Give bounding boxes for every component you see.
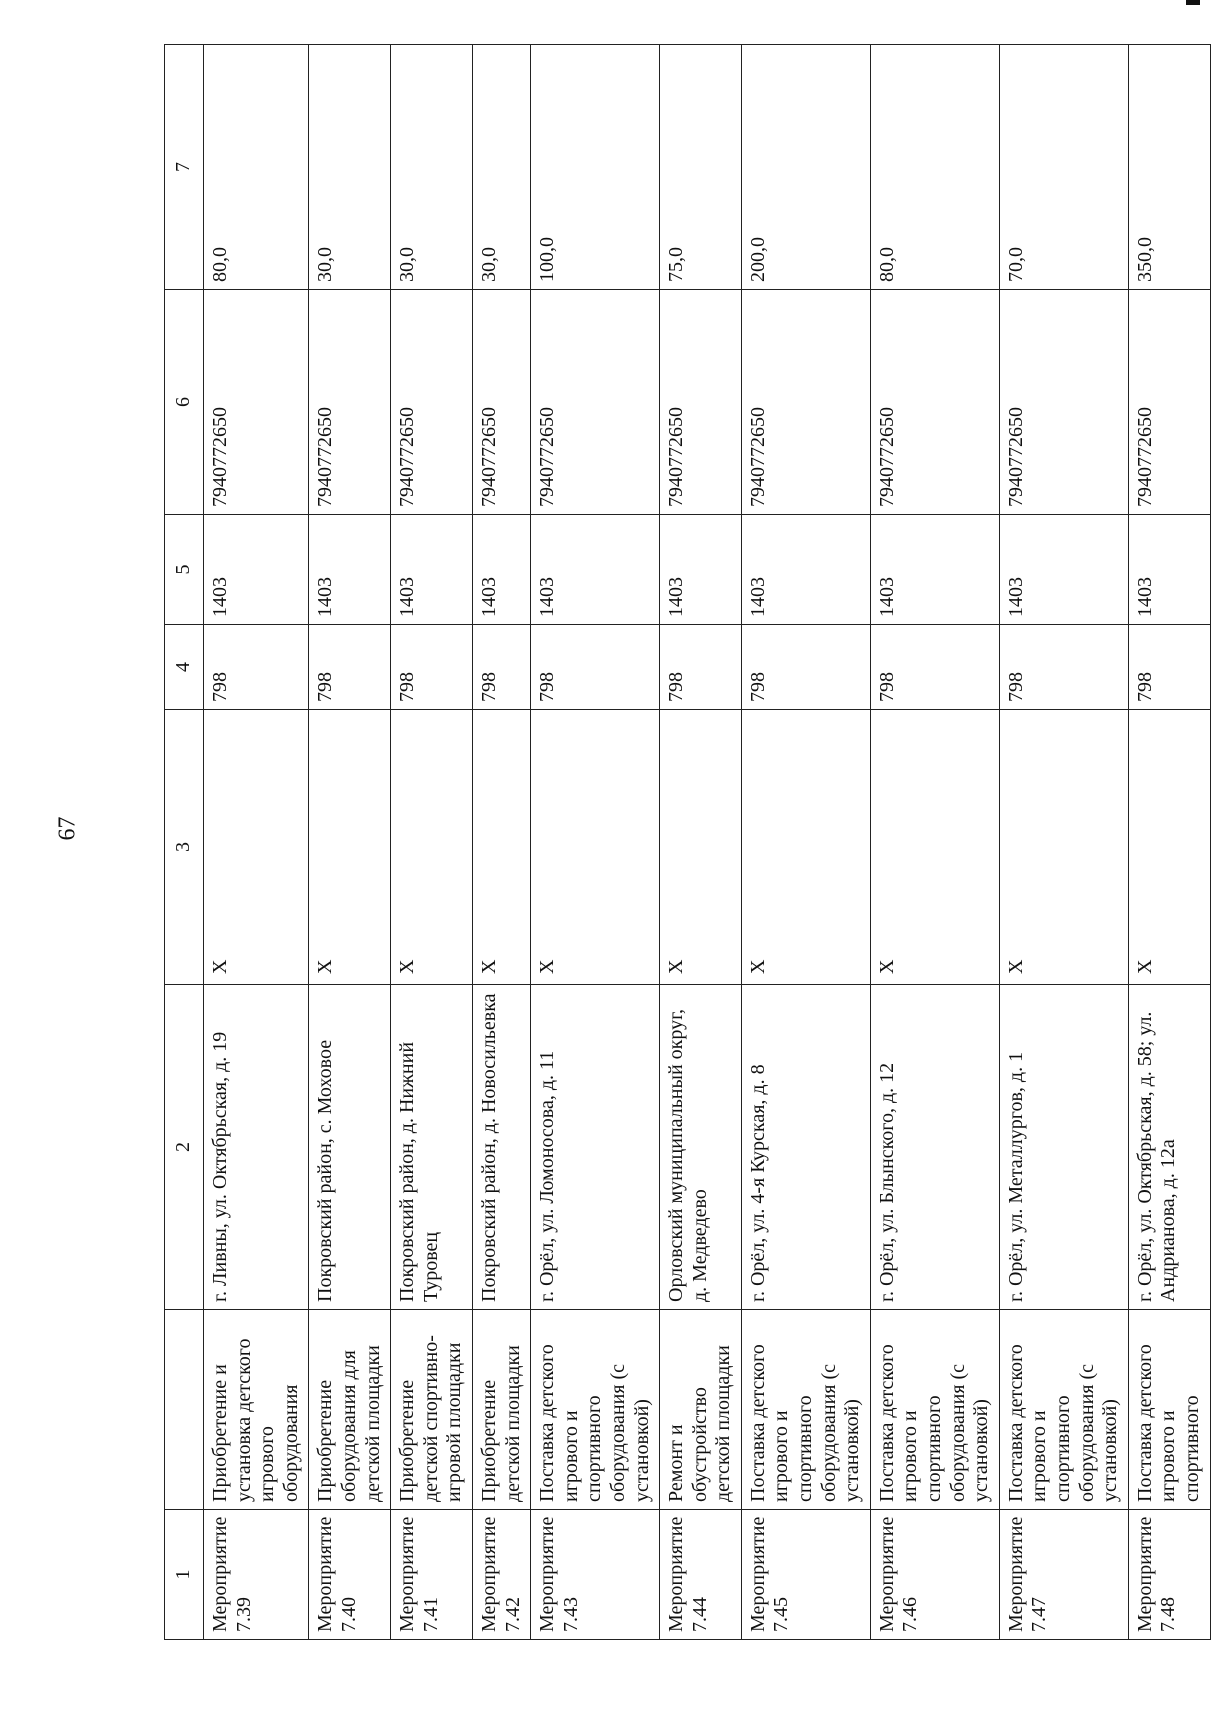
code-4-cell: 798	[999, 625, 1128, 710]
table-row	[391, 45, 473, 1640]
code-5-cell: 1403	[1128, 515, 1210, 625]
code-5-cell: 1403	[999, 515, 1128, 625]
amount-cell: 30,0	[391, 45, 473, 290]
code-6-cell: 7940772650	[204, 290, 309, 515]
column-header: 5	[165, 515, 204, 625]
code-6-cell: 7940772650	[870, 290, 999, 515]
code-4-cell: 798	[660, 625, 742, 710]
activity-id-cell: Мероприятие 7.46	[870, 1510, 999, 1640]
code-5-cell: 1403	[531, 515, 660, 625]
activity-title-cell: Ремонт и обустройство детской площадки	[660, 1310, 742, 1510]
code-4-cell: 798	[391, 625, 473, 710]
code-6-cell: 7940772650	[999, 290, 1128, 515]
activity-title-cell: Поставка детского игрового и спортивного оборудования (с установкой)	[999, 1310, 1128, 1510]
mark-cell: Х	[204, 710, 309, 985]
activity-title-cell: Поставка детского игрового и спортивного оборудования (с установкой)	[741, 1310, 870, 1510]
code-5-cell: 1403	[472, 515, 530, 625]
activity-id-cell: Мероприятие 7.45	[741, 1510, 870, 1640]
activity-title-cell: Поставка детского игрового и спортивного оборудования (с установкой)	[531, 1310, 660, 1510]
column-header: 2	[165, 985, 204, 1310]
address-cell: г. Орёл, ул. Металлургов, д. 1	[999, 985, 1128, 1310]
code-4-cell: 798	[472, 625, 530, 710]
activity-id-cell: Мероприятие 7.43	[531, 1510, 660, 1640]
code-4-cell: 798	[870, 625, 999, 710]
address-cell: Покровский район, с. Моховое	[309, 985, 391, 1310]
activity-id-cell: Мероприятие 7.42	[472, 1510, 530, 1640]
address-cell: Покровский район, д. Новосильевка	[472, 985, 530, 1310]
mark-cell: Х	[741, 710, 870, 985]
mark-cell: Х	[660, 710, 742, 985]
mark-cell: Х	[1128, 710, 1210, 985]
code-6-cell: 7940772650	[531, 290, 660, 515]
table-row	[472, 45, 530, 1640]
activity-id-cell: Мероприятие 7.47	[999, 1510, 1128, 1640]
mark-cell: Х	[531, 710, 660, 985]
table-row	[1128, 45, 1210, 1640]
code-5-cell: 1403	[660, 515, 742, 625]
mark-cell: Х	[472, 710, 530, 985]
column-header	[165, 1310, 204, 1510]
amount-cell: 30,0	[472, 45, 530, 290]
code-4-cell: 798	[741, 625, 870, 710]
mark-cell: Х	[870, 710, 999, 985]
amount-cell: 80,0	[204, 45, 309, 290]
amount-cell: 200,0	[741, 45, 870, 290]
code-5-cell: 1403	[391, 515, 473, 625]
mark-cell: Х	[999, 710, 1128, 985]
code-6-cell: 7940772650	[309, 290, 391, 515]
amount-cell: 75,0	[660, 45, 742, 290]
code-5-cell: 1403	[204, 515, 309, 625]
code-4-cell: 798	[531, 625, 660, 710]
code-6-cell: 7940772650	[391, 290, 473, 515]
code-6-cell: 7940772650	[660, 290, 742, 515]
activity-id-cell: Мероприятие 7.39	[204, 1510, 309, 1640]
scan-corner-mark	[1186, 0, 1200, 5]
code-6-cell: 7940772650	[472, 290, 530, 515]
code-5-cell: 1403	[741, 515, 870, 625]
mark-cell: Х	[391, 710, 473, 985]
amount-cell: 80,0	[870, 45, 999, 290]
header-row	[165, 45, 204, 1640]
activity-title-cell: Приобретение и установка детского игрового оборудования	[204, 1310, 309, 1510]
code-4-cell: 798	[309, 625, 391, 710]
table-row	[309, 45, 391, 1640]
mark-cell: Х	[309, 710, 391, 985]
table-row	[204, 45, 309, 1640]
column-header: 4	[165, 625, 204, 710]
activity-title-cell: Приобретение детской спортивно-игровой площадки	[391, 1310, 473, 1510]
table-row	[741, 45, 870, 1640]
activity-title-cell: Поставка детского игрового и спортивного	[1128, 1310, 1210, 1510]
activity-id-cell: Мероприятие 7.48	[1128, 1510, 1210, 1640]
address-cell: г. Орёл, ул. Октябрьская, д. 58; ул. Андрианова, д. 12а	[1128, 985, 1210, 1310]
amount-cell: 350,0	[1128, 45, 1210, 290]
activity-id-cell: Мероприятие 7.41	[391, 1510, 473, 1640]
table-row	[870, 45, 999, 1640]
address-cell: г. Орёл, ул. Блынского, д. 12	[870, 985, 999, 1310]
code-6-cell: 7940772650	[741, 290, 870, 515]
activity-title-cell: Приобретение оборудования для детской площадки	[309, 1310, 391, 1510]
activity-id-cell: Мероприятие 7.44	[660, 1510, 742, 1640]
rotated-table-container	[164, 45, 1203, 1640]
activity-title-cell: Приобретение детской площадки	[472, 1310, 530, 1510]
column-header: 7	[165, 45, 204, 290]
address-cell: Покровский район, д. Нижний Туровец	[391, 985, 473, 1310]
code-6-cell: 7940772650	[1128, 290, 1210, 515]
table-row	[999, 45, 1128, 1640]
column-header: 1	[165, 1510, 204, 1640]
code-4-cell: 798	[1128, 625, 1210, 710]
activity-title-cell: Поставка детского игрового и спортивного оборудования (с установкой)	[870, 1310, 999, 1510]
address-cell: Орловский муниципальный округ, д. Медведево	[660, 985, 742, 1310]
activities-table-body	[165, 45, 1211, 1640]
activity-id-cell: Мероприятие 7.40	[309, 1510, 391, 1640]
amount-cell: 100,0	[531, 45, 660, 290]
address-cell: г. Ливны, ул. Октябрьская, д. 19	[204, 985, 309, 1310]
table-row	[660, 45, 742, 1640]
address-cell: г. Орёл, ул. Ломоносова, д. 11	[531, 985, 660, 1310]
code-5-cell: 1403	[870, 515, 999, 625]
code-4-cell: 798	[204, 625, 309, 710]
column-header: 6	[165, 290, 204, 515]
activities-table	[164, 44, 1211, 1640]
address-cell: г. Орёл, ул. 4-я Курская, д. 8	[741, 985, 870, 1310]
amount-cell: 70,0	[999, 45, 1128, 290]
amount-cell: 30,0	[309, 45, 391, 290]
page-number: 67	[54, 816, 81, 841]
table-row	[531, 45, 660, 1640]
column-header: 3	[165, 710, 204, 985]
code-5-cell: 1403	[309, 515, 391, 625]
